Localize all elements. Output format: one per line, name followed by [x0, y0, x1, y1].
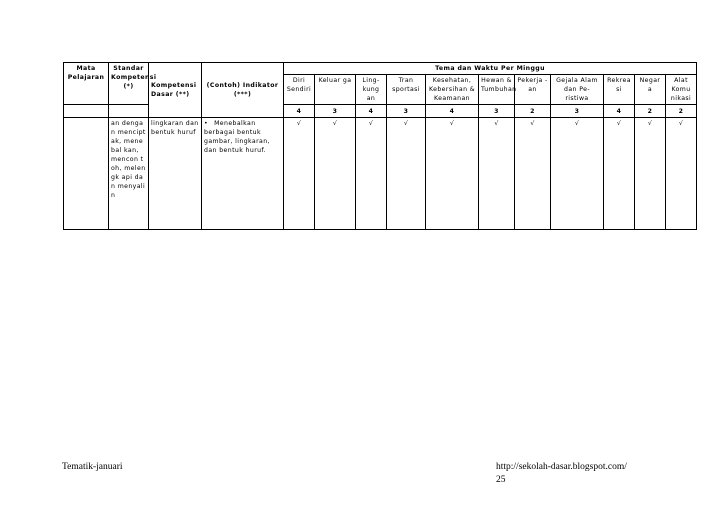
header-blank-cell: [64, 105, 109, 118]
check-mark: √: [284, 118, 315, 230]
check-mark: √: [479, 118, 515, 230]
header-blank-cell: [109, 105, 149, 118]
week-count: 4: [604, 105, 635, 118]
theme-header: Alat Komu nikasi: [666, 75, 697, 105]
bullet: •: [204, 120, 209, 127]
check-mark: √: [666, 118, 697, 230]
check-mark: √: [426, 118, 479, 230]
check-mark: √: [604, 118, 635, 230]
theme-header: Kesehatan, Kebersihan & Keamanan: [426, 75, 479, 105]
theme-header: Ling-kung an: [356, 75, 387, 105]
curriculum-table: [63, 62, 697, 230]
footer-url[interactable]: http://sekolah-dasar.blogspot.com/: [496, 462, 627, 472]
theme-header: Keluar ga: [315, 75, 356, 105]
week-count: 3: [387, 105, 426, 118]
theme-header: Gejala Alam dan Pe-ristiwa: [551, 75, 604, 105]
week-count: 2: [666, 105, 697, 118]
check-mark: √: [551, 118, 604, 230]
check-mark: √: [356, 118, 387, 230]
indikator-text: Menebalkan berbagai bentuk gambar, lingkaran, dan bentuk huruf.: [204, 120, 270, 154]
header-indikator: (Contoh) Indikator (***): [202, 63, 284, 118]
theme-header: Tran sportasi: [387, 75, 426, 105]
header-kompetensi-dasar: Kompetensi Dasar (**): [149, 63, 202, 118]
page-number: 25: [496, 475, 506, 485]
week-count: 4: [284, 105, 315, 118]
header-tema-group: Tema dan Waktu Per Minggu: [284, 63, 697, 75]
check-mark: √: [315, 118, 356, 230]
week-count: 4: [426, 105, 479, 118]
footer-left: Tematik-januari: [62, 462, 123, 472]
week-count: 3: [551, 105, 604, 118]
check-mark: √: [387, 118, 426, 230]
check-mark: √: [515, 118, 551, 230]
theme-header: Diri Sendiri: [284, 75, 315, 105]
row-kompetensi-dasar: lingkaran dan bentuk huruf: [149, 118, 202, 230]
week-count: 3: [315, 105, 356, 118]
theme-header: Rekrea si: [604, 75, 635, 105]
row-mata-pelajaran: [64, 118, 109, 230]
theme-header: Pekerja -an: [515, 75, 551, 105]
theme-header: Hewan & Tumbuhan: [479, 75, 515, 105]
header-standar-kompetensi: Standar Kompetensi (*): [109, 63, 149, 105]
week-count: 3: [479, 105, 515, 118]
row-standar-kompetensi: an dengan mencipt ak, menebal kan, mencon toh, melengk api dan menyali n: [109, 118, 149, 230]
week-count: 2: [635, 105, 666, 118]
row-indikator: [202, 118, 284, 230]
theme-header: Negar a: [635, 75, 666, 105]
header-mata-pelajaran: Mata Pelajaran: [64, 63, 109, 105]
week-count: 4: [356, 105, 387, 118]
week-count: 2: [515, 105, 551, 118]
check-mark: √: [635, 118, 666, 230]
